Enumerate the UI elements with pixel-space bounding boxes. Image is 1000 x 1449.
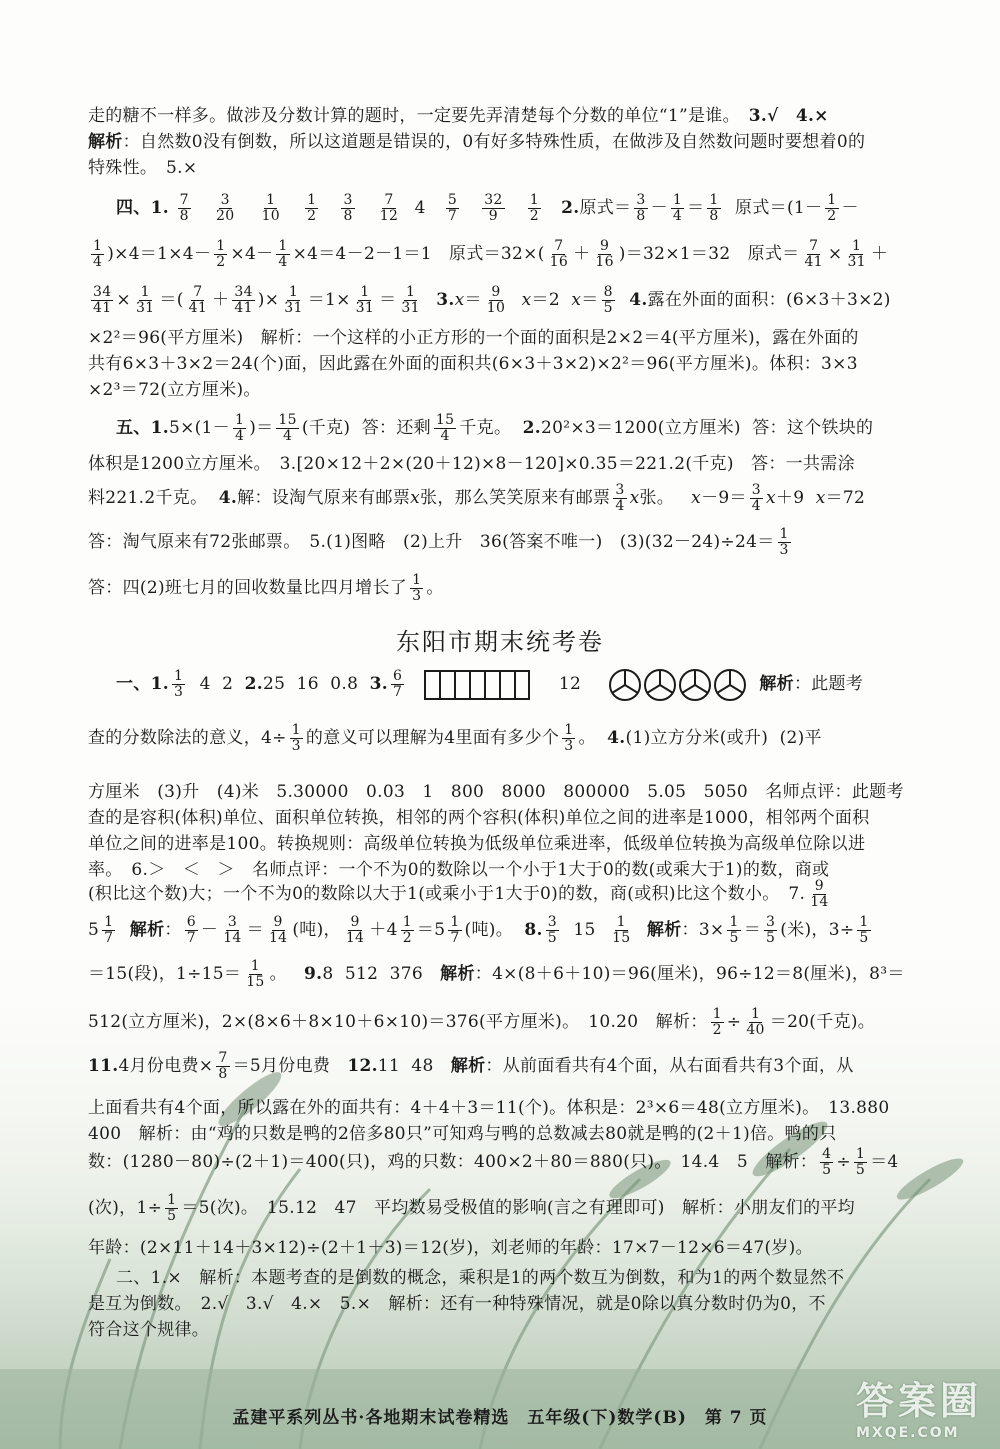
text-line: 400 解析：由“鸡的只数是鸭的2倍多80只”可知鸡与鸭的总数减去80就是鸭的(2＋1)倍。鸭的只 — [88, 1124, 837, 1144]
divided-rectangle-figure — [424, 670, 530, 700]
text-line: 单位之间的进率是100。转换规则：高级单位转换为低级单位乘进率，低级单位转换为高级单位除以进 — [88, 834, 866, 854]
text-line: $\frac{34}{41}$ × $\frac{1}{31}$ ＝( $\frac{7}{41}$ ＋ $\frac{34}{41}$ )× $\frac{1}{31}$ ＝1× $\frac{1}{31}$ ＝ $\frac{1}{31}$ 3.x＝ $\frac{9}{10}$ x＝2 x＝ $\frac{8}{5}$ 4.露在外面的面积：(6×3＋3×2) — [93, 284, 891, 316]
text-line: 料221.2千克。 4.解：设淘气原来有邮票x张，那么笑笑原来有邮票 $\frac{3}{4}$ x张。 x－9＝ $\frac{3}{4}$ x＋9 x＝72 — [88, 482, 866, 514]
section-title: 东阳市期末统考卷 — [396, 628, 604, 656]
text-line: ＝15(段)，1÷15＝ $\frac{1}{15}$ 。 9.8 512 376 解析：4×(8＋6＋10)＝96(厘米)，96÷12＝8(厘米)，8³＝ — [88, 958, 905, 990]
text-line: 512(立方厘米)，2×(8×6＋8×10＋6×10)＝376(平方厘米)。 10.20 解析： $\frac{1}{2}$ ÷ $\frac{1}{40}$ ＝20(千克)。 — [88, 1006, 876, 1038]
text-line: 5 $\frac{1}{7}$ 解析： $\frac{6}{7}$ － $\frac{3}{14}$ ＝ $\frac{9}{14}$ (吨)， $\frac{9}{14}$ ＋4 $\frac{1}{2}$ ＝5 $\frac{1}{7}$ (吨)。 8. $\frac{3}{5}$ 15 $\frac{1}{15}$ 解析：3× $\frac{1}{5}$ ＝ $\frac{3}{5}$ (米)，3÷ $\frac{1}{5}$ — [88, 914, 869, 946]
divided-circles-figure — [608, 668, 748, 702]
text-line: 共有6×3＋3×2＝24(个)面，因此露在外面的面积共(6×3＋3×2)×2²＝96(平方厘米)。体积：3×3 — [88, 354, 858, 374]
text-line: 方厘米 (3)升 (4)米 5.30000 0.03 1 800 8000 800000 5.05 5050 名师点评：此题考 — [88, 782, 904, 802]
text-line: 答：四(2)班七月的回收数量比四月增长了 $\frac{1}{3}$ 。 — [88, 572, 444, 604]
text-line: 是互为倒数。 2.√ 3.√ 4.× 5.× 解析：还有一种特殊情况，就是0除以真分数时仍为0，不 — [88, 1294, 826, 1314]
text-line: 五、1.5×(1－ $\frac{1}{4}$ )＝ $\frac{15}{4}$ (千克) 答：还剩 $\frac{15}{4}$ 千克。 2.20²×3＝1200(立方厘米) 答：这个铁块的 — [116, 412, 874, 444]
text-line: ×2³＝72(立方厘米)。 — [88, 380, 261, 400]
text-line: 解析：自然数0没有倒数，所以这道题是错误的，0有好多特殊性质，在做涉及自然数问题时要想着0的 — [88, 132, 866, 152]
text-line: (积比这个数)大；一个不为0的数除以大于1(或乘小于1大于0)的数，商(或积)比这个数小。 7. $\frac{9}{14}$ — [88, 878, 829, 910]
text-line: 11.4月份电费× $\frac{7}{8}$ ＝5月份电费 12.11 48 解析：从前面看共有4个面，从右面看共有3个面，从 — [88, 1050, 854, 1082]
text-line: 特殊性。 5.× — [88, 158, 198, 178]
text-line: 一、1. $\frac{1}{3}$ 4 2 2.25 16 0.8 3. $\frac{6}{7}$ 12 解析：此题考 — [116, 668, 864, 700]
text-line: $\frac{1}{4}$ )×4＝1×4－ $\frac{1}{2}$ ×4－ $\frac{1}{4}$ ×4＝4－2－1＝1 原式＝32×( $\frac{7}{16}$ ＋ $\frac{9}{16}$ )＝32×1＝32 原式＝ $\frac{7}{41}$ × $\frac{1}{31}$ ＋ — [93, 238, 889, 270]
text-line: 数：(1280－80)÷(2＋1)＝400(只)，鸡的只数：400×2＋80＝880(只)。 14.4 5 解析： $\frac{4}{5}$ ÷ $\frac{1}{5}$ ＝4 — [88, 1146, 899, 1178]
text-line: 走的糖不一样多。做涉及分数计算的题时，一定要先弄清楚每个分数的单位“1”是谁。 3.√ 4.× — [88, 106, 829, 126]
text-line: (次)，1÷ $\frac{1}{5}$ ＝5(次)。 15.12 47 平均数易受极值的影响(言之有理即可) 解析：小朋友们的平均 — [88, 1192, 855, 1224]
text-line: 二、1.× 解析：本题考查的是倒数的概念，乘积是1的两个数互为倒数，和为1的两个数显然不 — [116, 1268, 845, 1288]
text-line: 查的是容积(体积)单位、面积单位转换，相邻的两个容积(体积)单位之间的进率是1000，相邻两个面积 — [88, 808, 870, 828]
text-line: 年龄：(2×11＋14＋3×12)÷(2＋1＋3)＝12(岁)，刘老师的年龄：17×7－12×6＝47(岁)。 — [88, 1238, 813, 1258]
text-line: 答：淘气原来有72张邮票。 5.(1)图略 (2)上升 36(答案不唯一) (3)(32－24)÷24＝ $\frac{1}{3}$ — [88, 526, 789, 558]
text-line: ×2²＝96(平方厘米) 解析：一个这样的小正方形的一个面的面积是2×2＝4(平方厘米)，露在外面的 — [88, 328, 859, 348]
text-line: 四、1. $\frac{7}{8}$ $\frac{3}{20}$ $\frac{1}{10}$ $\frac{1}{2}$ $\frac{3}{8}$ $\frac{7}{12}$ 4 $\frac{5}{7}$ $\frac{32}{9}$ $\frac{1}{2}$ 2.原式＝ $\frac{3}{8}$ － $\frac{1}{4}$ ＝ $\frac{1}{8}$ 原式＝(1－ $\frac{1}{2}$ － — [116, 192, 859, 224]
text-line: 上面看共有4个面，所以露在外的面共有：4＋4＋3＝11(个)。体积是：2³×6＝48(立方厘米)。 13.880 — [88, 1098, 890, 1118]
text-line: 体积是1200立方厘米。 3.[20×12＋2×(20＋12)×8－120]×0.35＝221.2(千克) 答：一共需涂 — [88, 454, 855, 474]
page-footer: 孟建平系列丛书·各地期末试卷精选 五年级(下)数学(B) 第 7 页 — [232, 1408, 768, 1428]
watermark-logo: 答案圈 MXQE.COM — [855, 1379, 982, 1441]
text-line: 符合这个规律。 — [88, 1320, 210, 1340]
text-line: 率。 6.＞ ＜ ＞ 名师点评：一个不为0的数除以一个小于1大于0的数(或乘大于1)的数，商或 — [88, 860, 830, 880]
text-line: 查的分数除法的意义，4÷ $\frac{1}{3}$ 的意义可以理解为4里面有多少个 $\frac{1}{3}$ 。 4.(1)立方分米(或升) (2)平 — [88, 722, 822, 754]
